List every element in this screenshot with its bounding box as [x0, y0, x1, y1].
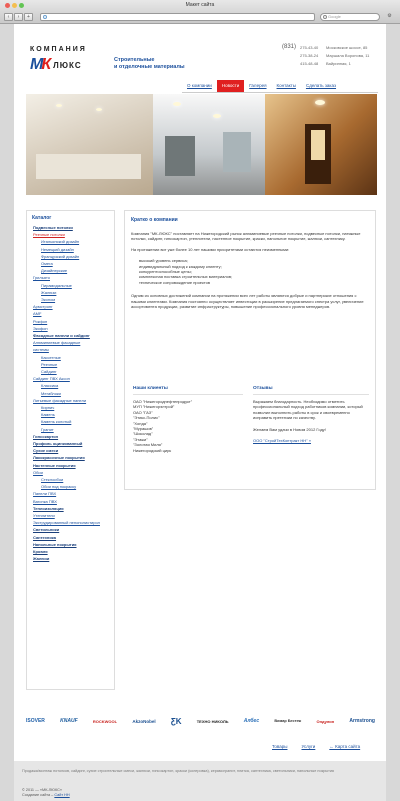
brand-logos	[26, 712, 375, 730]
client-item: "Этикс-Полис"	[133, 415, 160, 421]
clients-title: Наши клиенты	[133, 386, 243, 395]
logo-letter-k: К	[41, 56, 52, 73]
logo-lux: ЛЮКС	[53, 60, 82, 70]
catalog-item[interactable]: Мегаблоки	[41, 390, 61, 396]
catalog-item[interactable]: Омега	[41, 261, 53, 266]
catalog-item[interactable]: Вагонка ПВХ	[33, 498, 57, 504]
browser-nav	[4, 13, 33, 21]
catalog-item[interactable]: Экофон	[33, 325, 48, 331]
catalog-item[interactable]: Сантехника	[33, 534, 57, 540]
menu-news[interactable]: Новости	[217, 80, 244, 92]
footer-link-goods[interactable]: Товары	[272, 744, 288, 749]
catalog-item[interactable]: Гипсокартон	[33, 433, 59, 439]
catalog-item[interactable]: Камень колотый	[41, 419, 72, 425]
brand-logo[interactable]: ƸK	[170, 716, 182, 726]
catalog-item[interactable]: Обои	[33, 469, 43, 475]
catalog-item[interactable]: Итальянский дизайн	[41, 239, 80, 245]
catalog-item[interactable]: Обои под покраску	[41, 484, 77, 490]
brand-logo[interactable]: Ондулин	[316, 718, 335, 724]
logo-company-word: КОМПАНИЯ	[30, 46, 87, 53]
catalog-item[interactable]: Реечные потолки	[33, 232, 65, 238]
catalog-item[interactable]: Классика	[41, 383, 59, 389]
catalog-item[interactable]: Кирпич	[41, 405, 55, 410]
brand-logo[interactable]: Armstrong	[349, 718, 375, 724]
phone-row: 415-48-48 Вайринная, 1	[300, 61, 351, 66]
review-wish: Желаем Вам удачи в Новом 2012 Году!	[253, 426, 326, 432]
footer-nav	[272, 744, 360, 749]
footer-description: Продажа/монтаж потолков, сайдинг, сухие строительные смеси, жалюзи, гипсокартон, краски (колеровка), керамогранит, плитка, сантехника, светильники, напольные покрытия	[22, 769, 334, 773]
hero-photo-kitchen	[26, 94, 153, 195]
client-item: "Хонда"	[133, 420, 148, 426]
catalog-item[interactable]: Лакокрасочные покрытия	[33, 455, 85, 461]
web-page	[14, 24, 386, 801]
catalog-item[interactable]: Грильято	[33, 275, 50, 281]
hero-photo-hallway	[265, 94, 377, 195]
client-item: "Мурашов"	[133, 426, 154, 432]
client-item: МУП "Нижегорэлтрой"	[133, 404, 175, 410]
catalog-item[interactable]: Профиль оцинкованный	[33, 441, 83, 446]
catalog-item[interactable]: Жалюзи	[41, 289, 57, 295]
settings-icon[interactable]: ⚙	[387, 13, 392, 19]
footer-link-services[interactable]: Услуги	[301, 744, 316, 749]
review-author-link[interactable]: ООО "СтройТехКонтракт НН" »	[253, 438, 311, 444]
catalog-item[interactable]: Экструдированный пенополистирол	[33, 520, 100, 526]
catalog-item[interactable]: Алюминиевые фасадные	[33, 340, 81, 346]
catalog-item[interactable]: Подвесные потолки	[33, 225, 73, 230]
about-section	[124, 210, 376, 490]
client-item: Нижегородский цирк	[133, 447, 172, 453]
catalog-item[interactable]: Фасадные панели и сайдинг	[33, 333, 90, 338]
reviews-title: Отзывы	[253, 386, 369, 395]
catalog-item[interactable]: Дизайнерские	[41, 268, 68, 274]
catalog-item[interactable]: Кровля	[33, 549, 48, 554]
catalog-item[interactable]: Эконом	[41, 297, 56, 302]
about-paragraph: Одним из основных достижений компании на протяжении всех лет работы являются добрые и партнерские отношения с нашими клиентами. Компания постоянно осуществляет инвестиции в расширение предлагаемого спектра услуг, увеличение ассортимента продукции, развитие инфраструктуры, повышение профессионального уровня менеджеров.	[131, 293, 364, 310]
catalog-item[interactable]: системы	[33, 347, 49, 353]
catalog-item[interactable]: Светильники	[33, 527, 60, 533]
globe-icon	[43, 15, 47, 19]
about-title: Кратко о компании	[131, 217, 178, 223]
client-item: "Золотая Миля"	[133, 442, 163, 448]
back-button[interactable]: ‹	[4, 13, 13, 21]
brand-logo[interactable]: ТЕХНО НИКОЛЬ	[196, 718, 229, 724]
logo-mark	[30, 56, 82, 74]
catalog-item[interactable]: Утеплители	[33, 513, 55, 518]
menu-about[interactable]: О компании	[187, 83, 212, 88]
catalog-item[interactable]: Жалюзи	[33, 556, 50, 562]
forward-button[interactable]: ›	[14, 13, 23, 21]
tagline: Строительные и отделочные материалы	[114, 57, 185, 70]
hero-photo-ceiling	[153, 94, 265, 195]
footer-link-sitemap[interactable]: ← Карта сайта	[329, 744, 361, 749]
reviews-block	[253, 386, 369, 443]
catalog-item[interactable]: Армстронг	[33, 304, 53, 310]
phone-code: (831)	[282, 44, 297, 50]
catalog-item[interactable]: Немецкий дизайн	[41, 246, 74, 252]
footer-copyright: © 2011 — «МК-ЛЮКС» Создание сайта – Сайт НН	[22, 788, 70, 797]
search-icon	[323, 15, 327, 19]
developer-link[interactable]: Сайт НН	[54, 793, 70, 797]
catalog-item[interactable]: Кассетные	[41, 354, 61, 360]
brand-logo[interactable]: ISOVER	[26, 718, 45, 724]
catalog-item[interactable]: Камень	[41, 412, 55, 418]
clients-block	[133, 386, 243, 453]
about-paragraph: Компания "МК-ЛЮКС" поставляет на Нижегородский рынок алюминиевые реечные потолки, подвесные потолки, натяжные потолки, сайдинг, гипсокартон, утеплители, настенное покрытие, краски, напольное покрытие, жалюзи, сантехнику.	[131, 231, 361, 242]
address-bar[interactable]	[40, 13, 315, 21]
menu-order[interactable]: Сделать заказ	[305, 83, 337, 88]
menu-divider	[182, 92, 378, 93]
priorities-list: высокий уровень сервиса; индивидуальный подход к каждому клиенту; конкурентоспособные цены; комплексная поставка строительных материалов; техническое сопровождение проектов	[139, 258, 233, 285]
client-item: "Этажи"	[133, 436, 148, 442]
phone-row: 275-43-40 Московское шоссе, 85	[300, 45, 368, 50]
client-item: ОАО "Нижегороднефтепродукт"	[133, 399, 193, 404]
about-paragraph: На протяжении вот уже более 10 лет нашими приоритетами остаются неизменными:	[131, 246, 290, 252]
hero-banner	[26, 94, 377, 195]
phone-row: 275-38-24 Маршала Воронова, 11	[300, 53, 370, 58]
page-footer	[14, 761, 386, 801]
client-item: ОАО "ГАЗ"	[133, 409, 153, 415]
catalog-item[interactable]: Панели ПВХ	[33, 491, 57, 497]
catalog-item[interactable]: Гранит	[41, 426, 54, 432]
menu-gallery[interactable]: Галерея	[249, 83, 267, 88]
menu-contacts[interactable]: Контакты	[276, 83, 296, 88]
catalog-item[interactable]: Рокфон	[33, 318, 48, 324]
catalog-item[interactable]: Литьевые фасадные панели	[33, 397, 87, 403]
catalog-item[interactable]: Сайдинг	[41, 369, 57, 374]
window-title: Макет сайта	[185, 2, 215, 8]
catalog-item[interactable]: Сайдинг ПВХ Аксон	[33, 376, 70, 382]
review-text: Выражаем благодарность. Необходимо отметить профессиональный подход работников компании, который позволил выполнить работы в срок и своевременно исправить претензии по качеству.	[253, 399, 363, 421]
browser-chrome	[0, 0, 400, 24]
logo-letter-m: М	[30, 56, 44, 73]
catalog-item[interactable]: Стеклообои	[41, 477, 64, 482]
brand-logo[interactable]: KNAUF	[60, 718, 78, 724]
brand-logo[interactable]: Албес	[243, 718, 260, 724]
catalog-title: Каталог	[32, 215, 52, 221]
catalog-item[interactable]: Реечные	[41, 361, 58, 367]
catalog-item[interactable]: AMF	[33, 311, 42, 317]
catalog-item[interactable]: Настенные покрытия	[33, 462, 76, 468]
main-menu	[182, 80, 382, 92]
search-input[interactable]: Google	[320, 13, 380, 21]
catalog-item[interactable]: Сухие смеси	[33, 448, 59, 454]
brand-logo[interactable]: AkzoNobel	[132, 718, 156, 724]
client-item: "Шоколад"	[133, 431, 153, 437]
catalog-item[interactable]: Напольные покрытия	[33, 541, 77, 547]
brand-logo[interactable]: Вимар Бестеж	[274, 719, 302, 723]
catalog-sidebar	[26, 210, 115, 690]
reload-button[interactable]: +	[24, 13, 33, 21]
catalog-item[interactable]: Пирамидальные	[41, 282, 72, 288]
brand-logo[interactable]: ROCKWOOL	[92, 718, 118, 724]
company-logo[interactable]	[30, 46, 120, 80]
catalog-item[interactable]: Французский дизайн	[41, 253, 80, 259]
catalog-item[interactable]: Теплоизоляция	[33, 505, 64, 511]
